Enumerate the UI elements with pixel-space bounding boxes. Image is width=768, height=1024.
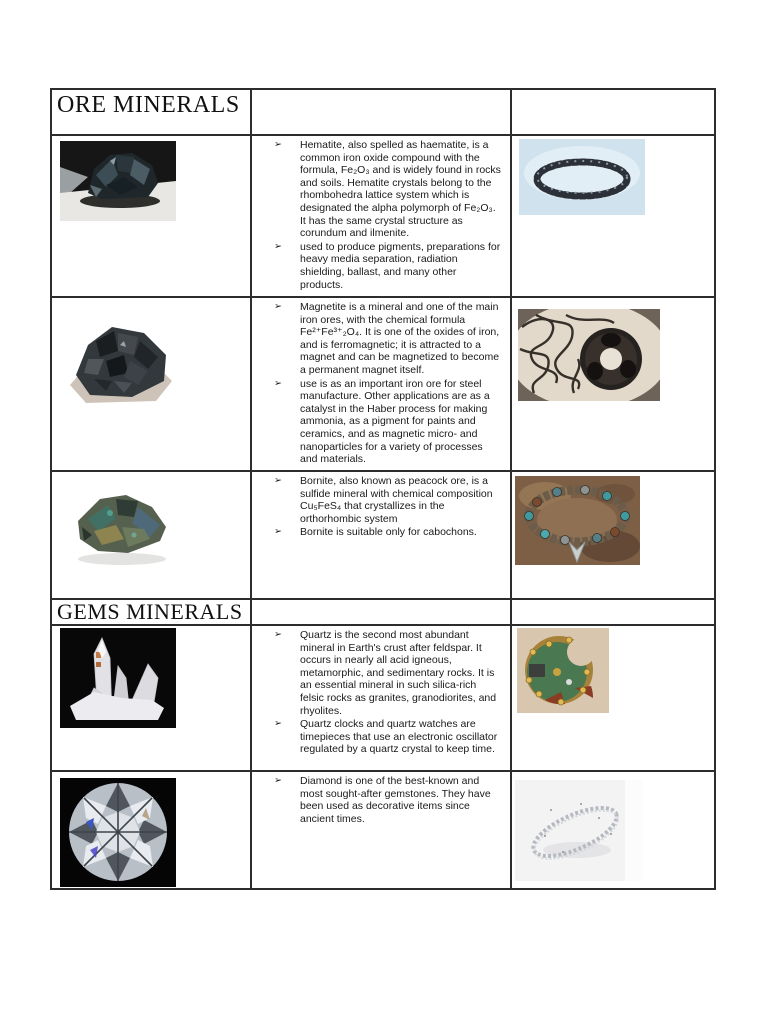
empty-cell	[251, 599, 511, 625]
gems-minerals-header-cell	[51, 599, 251, 625]
magnetite-product-cell	[511, 297, 715, 471]
magnetite-description: Magnetite is a mineral and one of the main iron ores, with the chemical formula Fe²⁺Fe³⁺₂O₄. It is one of the oxides of iron, and is ferromagnetic; it is attracted to a magnet and can be magnetized to become a permanent magnet itself.	[300, 301, 500, 376]
bornite-text-cell	[251, 471, 511, 599]
arrow-bullet-icon: ➢	[274, 526, 282, 538]
quartz-specimen-cell	[51, 625, 251, 771]
hematite-product-cell	[511, 135, 715, 297]
magnetite-bullet-list	[252, 298, 510, 467]
diamond-row	[51, 771, 715, 889]
hematite-specimen-image	[60, 141, 176, 221]
hematite-specimen-cell	[51, 135, 251, 297]
diamond-text-cell	[251, 771, 511, 889]
arrow-bullet-icon: ➢	[274, 301, 282, 312]
bornite-bead-bracelet-image	[515, 476, 640, 565]
arrow-bullet-icon: ➢	[274, 139, 282, 150]
list-item	[252, 139, 510, 241]
magnetite-uses: use is as an important iron ore for steel manufacture. Other applications are as a catalyst in the Haber process for making ammonia, as a pigment for paints and ceramics, and as magnetic micro- and nanoparticles for a variety of processes and materials.	[300, 377, 490, 466]
bornite-specimen-image	[64, 485, 184, 575]
hematite-bead-necklace-image	[519, 139, 645, 215]
arrow-bullet-icon: ➢	[274, 775, 282, 786]
magnetite-text-cell	[251, 297, 511, 471]
quartz-description: Quartz is the second most abundant mineral in Earth's crust after feldspar. It occurs in nearly all acid igneous, metamorphic, and sedimentary rocks. It is an essential mineral in such silica-rich felsic rocks as granites, granodiorites, and rhyolites.	[300, 629, 497, 717]
magnetite-specimen-image	[60, 311, 182, 419]
quartz-watch-movement-image	[517, 628, 609, 713]
minerals-table	[50, 88, 716, 890]
magnetic-tape-reel-image	[518, 309, 660, 401]
list-item	[252, 301, 510, 378]
bornite-bullet-list	[252, 472, 510, 540]
quartz-text-cell	[251, 625, 511, 771]
list-item	[252, 241, 510, 292]
diamond-specimen-cell	[51, 771, 251, 889]
list-item	[252, 718, 510, 757]
arrow-bullet-icon: ➢	[274, 240, 282, 252]
minerals-document	[50, 88, 716, 890]
bornite-uses: Bornite is suitable only for cabochons.	[300, 526, 477, 539]
ore-minerals-title: ORE MINERALS	[57, 92, 240, 118]
hematite-bullet-list	[252, 136, 510, 292]
bornite-row	[51, 471, 715, 599]
hematite-description: Hematite, also spelled as haematite, is a common iron oxide compound with the formula, Fe₂O₃ and is widely found in rocks and soils. Hematite crystals belong to the rhombohedra lattice system which is designated the alpha polymorph of Fe₂O₃. It has the same crystal structure as corundum and ilmenite.	[300, 139, 501, 240]
gems-minerals-title: GEMS MINERALS	[57, 599, 243, 624]
quartz-product-cell	[511, 625, 715, 771]
hematite-row	[51, 135, 715, 297]
list-item	[252, 775, 510, 826]
list-item	[252, 475, 510, 526]
round-brilliant-diamond-image	[60, 778, 176, 887]
empty-cell	[511, 89, 715, 135]
arrow-bullet-icon: ➢	[274, 475, 282, 486]
list-item	[252, 378, 510, 467]
quartz-uses: Quartz clocks and quartz watches are timepieces that use an electronic oscillator regulated by a quartz crystal to keep time.	[300, 718, 498, 756]
diamond-bullet-list	[252, 772, 510, 826]
bornite-specimen-cell	[51, 471, 251, 599]
empty-cell	[511, 599, 715, 625]
gems-minerals-header-row	[51, 599, 715, 625]
diamond-bracelet-image	[515, 780, 642, 881]
quartz-cluster-image	[60, 628, 176, 728]
bornite-product-cell	[511, 471, 715, 599]
magnetite-row	[51, 297, 715, 471]
bornite-description: Bornite, also known as peacock ore, is a sulfide mineral with chemical composition Cu₅FeS₄ that crystallizes in the orthorhombic system	[300, 475, 493, 525]
hematite-uses: used to produce pigments, preparations for heavy media separation, radiation shielding, ballast, and many other products.	[300, 240, 501, 291]
list-item	[252, 629, 510, 718]
diamond-product-cell	[511, 771, 715, 889]
magnetite-specimen-cell	[51, 297, 251, 471]
ore-minerals-header-cell	[51, 89, 251, 135]
quartz-row	[51, 625, 715, 771]
arrow-bullet-icon: ➢	[274, 377, 282, 389]
ore-minerals-header-row	[51, 89, 715, 135]
empty-cell	[251, 89, 511, 135]
arrow-bullet-icon: ➢	[274, 718, 282, 730]
diamond-description: Diamond is one of the best-known and most sought-after gemstones. They have been used as decorative items since ancient times.	[300, 775, 491, 825]
list-item	[252, 526, 510, 540]
quartz-bullet-list	[252, 626, 510, 757]
arrow-bullet-icon: ➢	[274, 629, 282, 640]
hematite-text-cell	[251, 135, 511, 297]
